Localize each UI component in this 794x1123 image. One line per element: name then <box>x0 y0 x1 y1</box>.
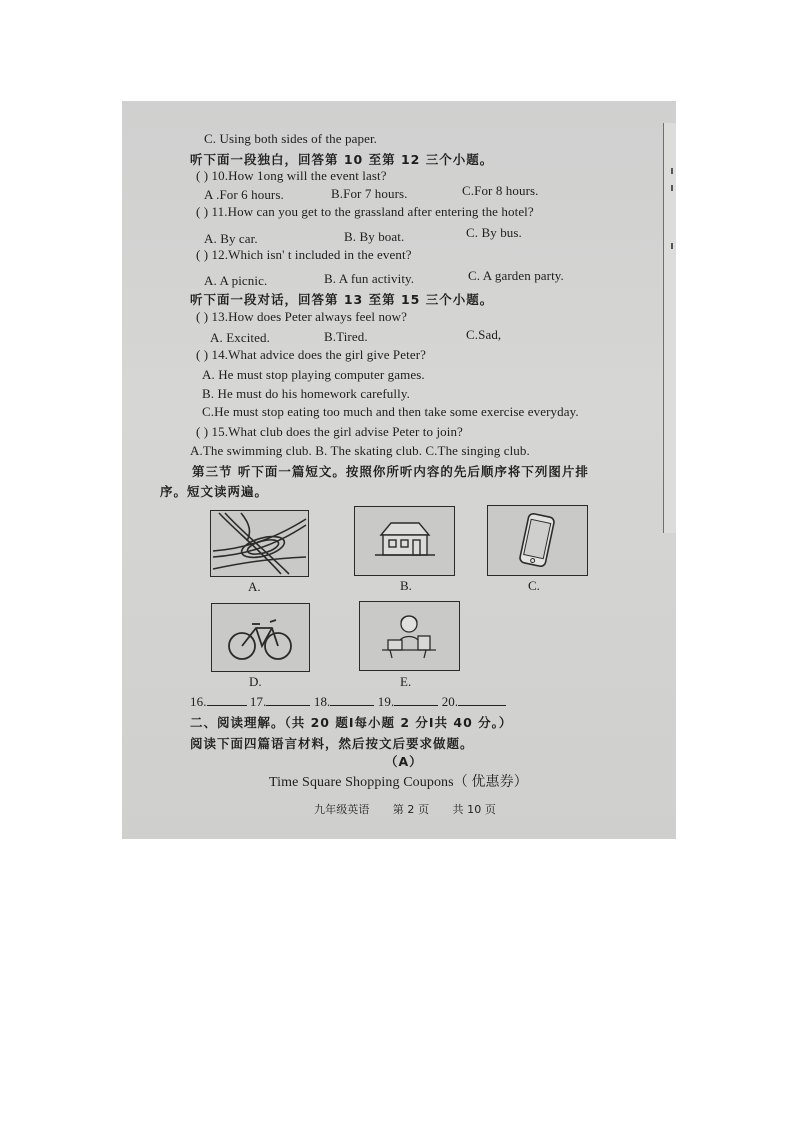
footer-total: 共 10 页 <box>452 803 497 816</box>
q14-option-a: A. He must stop playing computer games. <box>202 367 425 382</box>
picture-b <box>354 506 455 576</box>
section-instruction-dialogue: 听下面一段对话，回答第 13 至第 15 三个小题。 <box>190 292 494 307</box>
footer-page: 第 2 页 <box>392 803 430 816</box>
q12-option-b: B. A fun activity. <box>324 271 415 286</box>
option-c-q9: C. Using both sides of the paper. <box>204 131 378 146</box>
passage-a-title: Time Square Shopping Coupons（ 优惠券） <box>269 775 528 790</box>
q12-option-c: C. A garden party. <box>468 268 564 283</box>
girl-at-desk-icon <box>360 602 459 670</box>
mobile-phone-icon <box>488 506 587 575</box>
section-instruction-monologue: 听下面一段独白，回答第 10 至第 12 三个小题。 <box>190 152 494 167</box>
answer-18-blank[interactable] <box>330 693 374 706</box>
answer-20-blank[interactable] <box>458 693 506 706</box>
q14-option-c: C.He must stop eating too much and then take some exercise everyday. <box>202 404 579 419</box>
question-13: ( ) 13.How does Peter always feel now? <box>196 309 408 324</box>
picture-e-label: E. <box>400 674 412 689</box>
question-14: ( ) 14.What advice does the girl give Peter? <box>196 347 427 362</box>
question-11: ( ) 11.How can you get to the grassland after entering the hotel? <box>196 204 534 219</box>
page-footer <box>314 801 496 817</box>
picture-d-label: D. <box>249 674 262 689</box>
answer-17-blank[interactable] <box>266 693 310 706</box>
footer-subject: 九年级英语 <box>314 803 370 816</box>
passage-a-label: （A） <box>385 754 423 769</box>
q10-option-c: C.For 8 hours. <box>462 183 539 198</box>
picture-c-label: C. <box>528 578 540 593</box>
answer-19-label: 19. <box>377 694 395 709</box>
answer-19-blank[interactable] <box>394 693 438 706</box>
q12-option-a: A. A picnic. <box>204 273 268 288</box>
question-12: ( ) 12.Which isn' t included in the event? <box>196 247 412 262</box>
answer-16-blank[interactable] <box>207 693 247 706</box>
highway-interchange-icon <box>211 511 308 576</box>
q11-option-c: C. By bus. <box>466 225 522 240</box>
q13-option-b: B.Tired. <box>324 329 368 344</box>
picture-c <box>487 505 588 576</box>
section-3-instruction: 第三节 听下面一篇短文。按照你所听内容的先后顺序将下列图片排 <box>192 464 589 479</box>
picture-d <box>211 603 310 672</box>
question-15: ( ) 15.What club does the girl advise Peter to join? <box>196 424 463 439</box>
reading-instruction: 阅读下面四篇语言材料，然后按文后要求做题。 <box>190 736 474 751</box>
picture-e <box>359 601 460 671</box>
section-3-instruction-cont: 序。短文读两遍。 <box>160 484 269 499</box>
picture-a <box>210 510 309 577</box>
reading-section-heading: 二、阅读理解。（共 20 题Ⅰ每小题 2 分Ⅰ共 40 分。） <box>190 715 513 730</box>
q10-option-b: B.For 7 hours. <box>331 186 408 201</box>
picture-a-label: A. <box>248 579 261 594</box>
answer-20-label: 20. <box>441 694 459 709</box>
adjacent-page-edge <box>663 123 676 533</box>
answer-16-label: 16. <box>190 694 207 709</box>
q15-options: A.The swimming club. B. The skating club. C.The singing club. <box>190 443 530 458</box>
answer-18-label: 18. <box>313 694 331 709</box>
q14-option-b: B. He must do his homework carefully. <box>202 386 410 401</box>
document-photo <box>122 101 676 839</box>
question-10: ( ) 10.How 1ong will the event last? <box>196 168 387 183</box>
q13-option-a: A. Excited. <box>210 330 270 345</box>
answer-blanks <box>190 693 506 710</box>
bicycle-icon <box>212 604 309 671</box>
q11-option-a: A. By car. <box>204 231 258 246</box>
answer-17-label: 17. <box>249 694 267 709</box>
house-icon <box>355 507 454 575</box>
q11-option-b: B. By boat. <box>344 229 405 244</box>
q13-option-c: C.Sad, <box>466 327 502 342</box>
q10-option-a: A .For 6 hours. <box>204 187 284 202</box>
picture-b-label: B. <box>400 578 412 593</box>
